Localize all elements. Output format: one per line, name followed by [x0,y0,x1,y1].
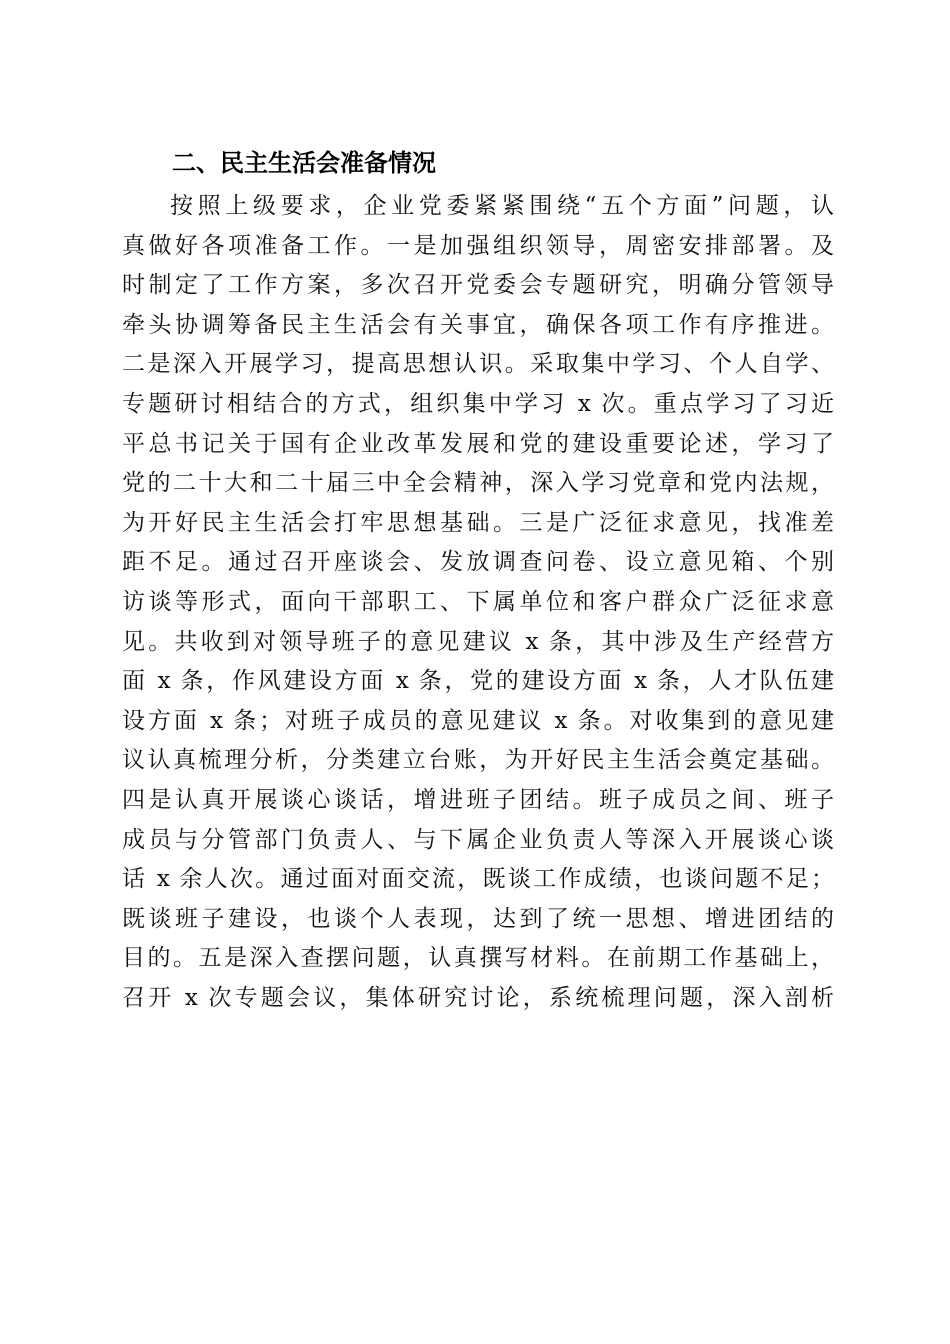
paragraph-line: 专题研讨相结合的方式，组织集中学习 x 次。重点学习了习近 [122,390,834,417]
paragraph-line: 召开 x 次专题会议，集体研究讨论，系统梳理问题，深入剖析 [122,984,834,1011]
paragraph-line: 成员与分管部门负责人、与下属企业负责人等深入开展谈心谈 [122,826,834,853]
paragraph-line: 二是深入开展学习，提高思想认识。采取集中学习、个人自学、 [122,351,834,378]
paragraph-line: 真做好各项准备工作。一是加强组织领导，周密安排部署。及 [122,232,834,259]
section-heading: 二、民主生活会准备情况 [172,149,436,177]
paragraph-line: 见。共收到对领导班子的意见建议 x 条，其中涉及生产经营方 [122,628,834,655]
paragraph-line: 为开好民主生活会打牢思想基础。三是广泛征求意见，找准差 [122,509,834,536]
paragraph-line: 议认真梳理分析，分类建立台账，为开好民主生活会奠定基础。 [122,747,834,774]
paragraph-line: 访谈等形式，面向干部职工、下属单位和客户群众广泛征求意 [122,588,834,615]
paragraph-line: 平总书记关于国有企业改革发展和党的建设重要论述，学习了 [122,430,834,457]
paragraph-line: 既谈班子建设，也谈个人表现，达到了统一思想、增进团结的 [122,905,834,932]
paragraph-line: 距不足。通过召开座谈会、发放调查问卷、设立意见箱、个别 [122,549,834,576]
paragraph-line: 面 x 条，作风建设方面 x 条，党的建设方面 x 条，人才队伍建 [122,668,834,695]
paragraph-line: 四是认真开展谈心谈话，增进班子团结。班子成员之间、班子 [122,786,834,813]
paragraph-line: 党的二十大和二十届三中全会精神，深入学习党章和党内法规， [122,470,834,497]
paragraph-line: 话 x 余人次。通过面对面交流，既谈工作成绩，也谈问题不足； [122,866,834,893]
paragraph-line: 设方面 x 条；对班子成员的意见建议 x 条。对收集到的意见建 [122,707,834,734]
paragraph-line: 按照上级要求，企业党委紧紧围绕“五个方面”问题，认 [170,193,834,219]
paragraph-line: 目的。五是深入查摆问题，认真撰写材料。在前期工作基础上， [122,945,834,972]
paragraph-line: 时制定了工作方案，多次召开党委会专题研究，明确分管领导 [122,272,834,299]
paragraph-line: 牵头协调筹备民主生活会有关事宜，确保各项工作有序推进。 [122,311,834,338]
body-paragraph [122,187,834,1018]
